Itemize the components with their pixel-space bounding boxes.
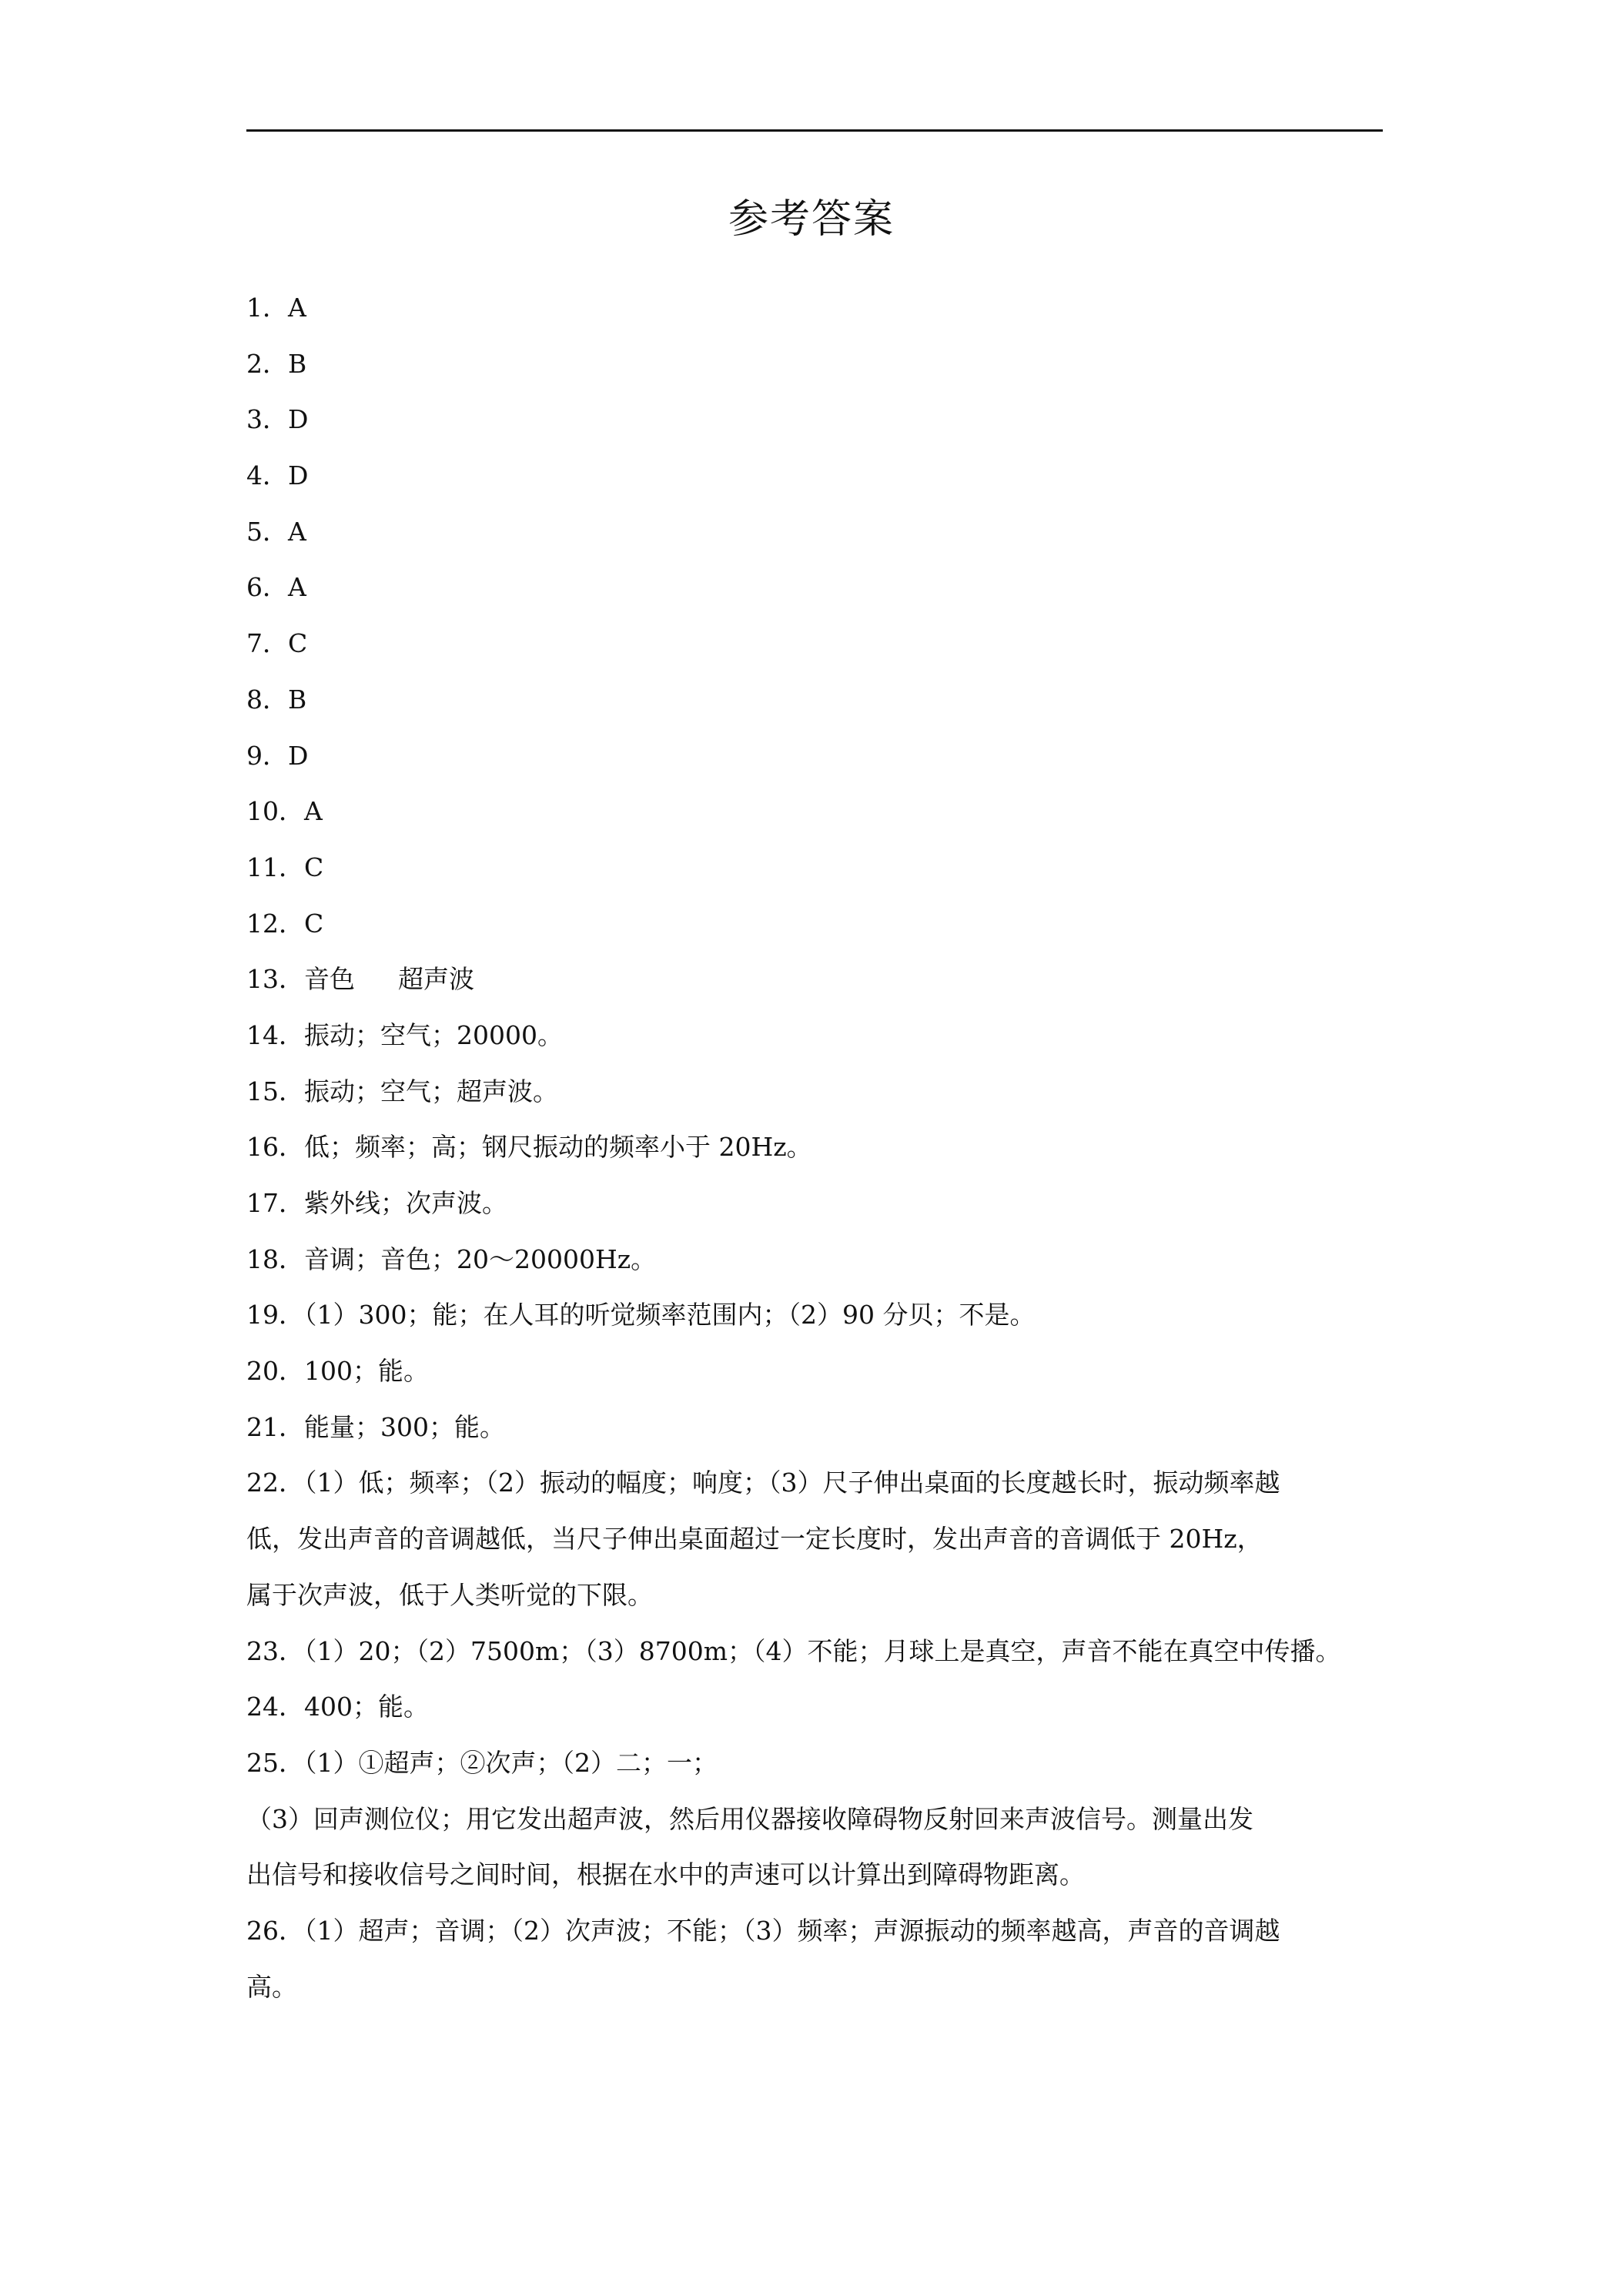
answer-number: 24．	[246, 1692, 304, 1722]
answer-26-continued	[246, 1960, 1386, 2016]
answer-number: 8．	[246, 684, 288, 715]
answer-20	[246, 1344, 1386, 1400]
answer-text: 低；频率；高；钢尺振动的频率小于 20Hz。	[304, 1132, 812, 1163]
answer-text: 能量；300；能。	[304, 1411, 505, 1442]
answer-number: 4．	[246, 460, 288, 491]
answer-14	[246, 1008, 1386, 1064]
answer-text: （1）300；能；在人耳的听觉频率范围内；（2）90 分贝；不是。	[304, 1300, 1036, 1330]
answer-23	[246, 1624, 1386, 1680]
answer-11	[246, 840, 1386, 896]
header-rule	[246, 129, 1383, 132]
answer-25-continued	[246, 1792, 1386, 1848]
answer-number: 17．	[246, 1188, 304, 1218]
page-title: 参考答案	[728, 196, 895, 243]
answer-number: 13．	[246, 964, 304, 995]
answer-text: 紫外线；次声波。	[304, 1188, 507, 1218]
answer-number: 14．	[246, 1019, 304, 1050]
answer-3	[246, 392, 1386, 448]
answer-number: 9．	[246, 740, 288, 771]
answer-text-second-blank: 超声波	[398, 964, 474, 995]
answer-17	[246, 1176, 1386, 1232]
answer-text: A	[288, 572, 306, 603]
answer-1	[246, 280, 1386, 336]
answer-22-continued	[246, 1511, 1386, 1568]
answer-text: D	[288, 740, 309, 771]
answer-text: （1）低；频率；（2）振动的幅度；响度；（3）尺子伸出桌面的长度越长时，振动频率越	[304, 1468, 1280, 1498]
answer-text: 100；能。	[304, 1356, 429, 1387]
answer-text: 出信号和接收信号之间时间，根据在水中的声速可以计算出到障碍物距离。	[246, 1859, 1085, 1890]
answer-number: 19．	[246, 1300, 304, 1330]
answer-text: A	[288, 516, 306, 547]
answer-number: 3．	[246, 404, 288, 435]
answer-16	[246, 1120, 1386, 1176]
answer-text: A	[288, 293, 306, 323]
answer-number: 11．	[246, 852, 304, 882]
answer-18	[246, 1232, 1386, 1288]
answer-number: 20．	[246, 1356, 304, 1387]
answer-text: 属于次声波，低于人类听觉的下限。	[246, 1579, 653, 1610]
answer-number: 2．	[246, 348, 288, 379]
answer-26	[246, 1903, 1386, 1960]
answer-number: 21．	[246, 1411, 304, 1442]
answer-text: 振动；空气；超声波。	[304, 1076, 558, 1106]
answer-4	[246, 448, 1386, 504]
answer-text: （3）回声测位仪；用它发出超声波，然后用仪器接收障碍物反射回来声波信号。测量出发	[246, 1803, 1253, 1834]
answer-9	[246, 728, 1386, 785]
answer-text: C	[288, 628, 308, 659]
answer-text: D	[288, 460, 309, 491]
answer-number: 10．	[246, 796, 304, 827]
answer-text: 低，发出声音的音调越低，当尺子伸出桌面超过一定长度时，发出声音的音调低于 20Hz，	[246, 1524, 1263, 1555]
answer-13	[246, 952, 1386, 1008]
answer-5	[246, 504, 1386, 561]
answer-6	[246, 560, 1386, 616]
answer-7	[246, 616, 1386, 672]
answer-number: 23．	[246, 1635, 304, 1666]
answer-24	[246, 1679, 1386, 1735]
answer-text: A	[304, 796, 323, 827]
answer-number: 22．	[246, 1468, 304, 1498]
answer-number: 1．	[246, 293, 288, 323]
answer-12	[246, 896, 1386, 952]
answer-number: 7．	[246, 628, 288, 659]
answer-number: 12．	[246, 908, 304, 939]
answer-number: 18．	[246, 1243, 304, 1274]
answer-number: 15．	[246, 1076, 304, 1106]
answer-text: C	[304, 908, 324, 939]
answer-text: （1）超声；音调；（2）次声波；不能；（3）频率；声源振动的频率越高，声音的音调越	[304, 1915, 1280, 1946]
answer-15	[246, 1064, 1386, 1120]
answer-text: B	[288, 684, 307, 715]
answer-text: （1）20；（2）7500m；（3）8700m；（4）不能；月球上是真空，声音不能在真空中传播。	[304, 1635, 1341, 1666]
answer-number: 5．	[246, 516, 288, 547]
answer-25-continued	[246, 1847, 1386, 1903]
answer-25	[246, 1735, 1386, 1792]
answer-8	[246, 672, 1386, 728]
answer-text: 400；能。	[304, 1692, 429, 1722]
answer-22-continued	[246, 1568, 1386, 1624]
answer-number: 25．	[246, 1747, 304, 1778]
answer-text: C	[304, 852, 324, 882]
answer-21	[246, 1400, 1386, 1456]
answer-text: 音调；音色；20～20000Hz。	[304, 1243, 657, 1274]
answer-2	[246, 336, 1386, 393]
answer-list	[246, 280, 1386, 2015]
answer-number: 26．	[246, 1915, 304, 1946]
answer-number: 6．	[246, 572, 288, 603]
answer-text: 高。	[246, 1971, 297, 2002]
answer-10	[246, 784, 1386, 840]
answer-22	[246, 1455, 1386, 1511]
answer-text: 音色	[304, 964, 355, 995]
answer-number: 16．	[246, 1132, 304, 1163]
answer-text: 振动；空气；20000。	[304, 1019, 563, 1050]
answer-text: D	[288, 404, 309, 435]
answer-text: （1）①超声；②次声；（2）二；一；	[304, 1747, 718, 1778]
answer-text: B	[288, 348, 307, 379]
answer-19	[246, 1287, 1386, 1344]
